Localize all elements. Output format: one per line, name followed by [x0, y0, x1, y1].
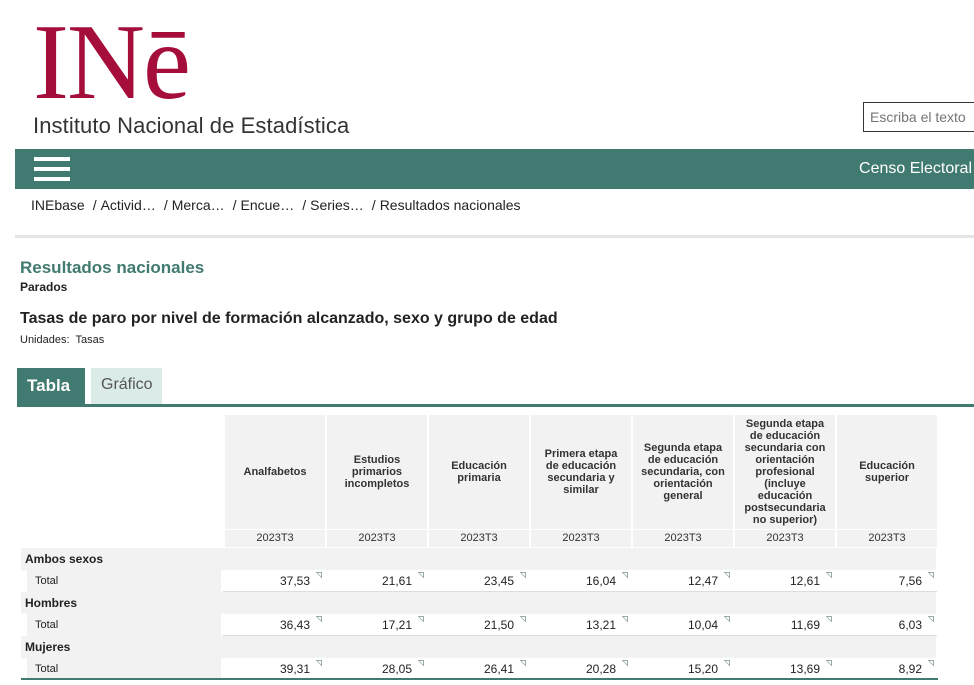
- cell-value: 17,21: [381, 618, 412, 632]
- cell-note-icon: [622, 572, 628, 578]
- group-header: Hombres: [21, 592, 936, 614]
- cell-value: 21,61: [381, 574, 412, 588]
- breadcrumb-inebase[interactable]: INEbase: [31, 197, 85, 213]
- tab-underline: [17, 404, 974, 407]
- cell-value: 12,61: [789, 574, 820, 588]
- table-cell[interactable]: [325, 658, 427, 680]
- cell-value: 26,41: [483, 662, 514, 676]
- column-header: Segunda etapa de educación secundaria con orientación profesional (incluye educación postsecundaria no superior): [735, 415, 835, 529]
- breadcrumb-current: Resultados nacionales: [379, 197, 521, 213]
- cell-value: 28,05: [381, 662, 412, 676]
- cell-value: 10,04: [687, 618, 718, 632]
- table-cell[interactable]: [835, 570, 937, 592]
- table-bottom-rule: [21, 678, 938, 680]
- row-label: Total: [27, 658, 221, 680]
- cell-value: 21,50: [483, 618, 514, 632]
- breadcrumb-mercado[interactable]: Merca…: [171, 197, 225, 213]
- cell-value: 20,28: [585, 662, 616, 676]
- cell-value: 11,69: [790, 618, 820, 632]
- hamburger-icon[interactable]: [34, 157, 70, 181]
- column-header: Primera etapa de educación secundaria y similar: [531, 415, 631, 529]
- cell-value: 13,69: [789, 662, 820, 676]
- cell-value: 37,53: [279, 574, 310, 588]
- table-cell[interactable]: [223, 614, 325, 636]
- cell-note-icon: [724, 616, 730, 622]
- period-header: 2023T3: [225, 529, 325, 547]
- cell-note-icon: [826, 572, 832, 578]
- table-cell[interactable]: [325, 570, 427, 592]
- census-electoral-link[interactable]: Censo Electoral: [859, 160, 972, 177]
- cell-value: 8,92: [898, 662, 922, 676]
- cell-value: 6,03: [898, 618, 922, 632]
- tab-grafico[interactable]: Gráfico: [91, 368, 162, 404]
- cell-note-icon: [724, 572, 730, 578]
- column-header: Estudios primarios incompletos: [327, 415, 427, 529]
- table-cell[interactable]: [325, 614, 427, 636]
- column-header: Analfabetos: [225, 415, 325, 529]
- table-cell[interactable]: [835, 658, 937, 680]
- cell-note-icon: [520, 660, 526, 666]
- cell-note-icon: [928, 572, 934, 578]
- period-header: 2023T3: [429, 529, 529, 547]
- table-cell[interactable]: [223, 570, 325, 592]
- group-header: Ambos sexos: [21, 548, 936, 570]
- search-input[interactable]: [863, 102, 974, 132]
- cell-note-icon: [724, 660, 730, 666]
- subsection-title: Parados: [20, 280, 68, 294]
- table-cell[interactable]: [733, 658, 835, 680]
- cell-note-icon: [418, 616, 424, 622]
- table-cell[interactable]: [733, 614, 835, 636]
- breadcrumb-actividad[interactable]: Activid…: [100, 197, 156, 213]
- table-cell[interactable]: [733, 570, 835, 592]
- divider: [15, 235, 974, 238]
- column-header: Educación superior: [837, 415, 937, 529]
- cell-note-icon: [418, 660, 424, 666]
- main-navbar: [15, 149, 974, 189]
- table-cell[interactable]: [223, 658, 325, 680]
- table-title: Tasas de paro por nivel de formación alcanzado, sexo y grupo de edad: [20, 310, 558, 327]
- period-header: 2023T3: [531, 529, 631, 547]
- cell-value: 23,45: [483, 574, 514, 588]
- units-value: Tasas: [75, 334, 105, 346]
- breadcrumb: INEbase / Activid… / Merca… / Encue… / Series… / Resultados nacionales: [31, 197, 521, 213]
- cell-value: 39,31: [279, 662, 310, 676]
- breadcrumb-series[interactable]: Series…: [310, 197, 364, 213]
- period-header: 2023T3: [327, 529, 427, 547]
- cell-value: 12,47: [687, 574, 718, 588]
- table-cell[interactable]: [631, 570, 733, 592]
- cell-note-icon: [520, 616, 526, 622]
- table-cell[interactable]: [529, 614, 631, 636]
- cell-value: 13,21: [585, 618, 616, 632]
- institute-name: Instituto Nacional de Estadística: [33, 113, 350, 138]
- table-cell[interactable]: [529, 658, 631, 680]
- table-cell[interactable]: [427, 614, 529, 636]
- cell-note-icon: [928, 660, 934, 666]
- table-cell[interactable]: [631, 614, 733, 636]
- period-header: 2023T3: [837, 529, 937, 547]
- row-label: Total: [27, 570, 221, 592]
- cell-value: 15,20: [687, 662, 718, 676]
- cell-note-icon: [520, 572, 526, 578]
- cell-note-icon: [826, 660, 832, 666]
- cell-note-icon: [622, 616, 628, 622]
- cell-note-icon: [316, 572, 322, 578]
- column-header: Educación primaria: [429, 415, 529, 529]
- cell-value: 36,43: [279, 618, 310, 632]
- group-header: Mujeres: [21, 636, 936, 658]
- table-cell[interactable]: [631, 658, 733, 680]
- cell-note-icon: [316, 616, 322, 622]
- period-header: 2023T3: [735, 529, 835, 547]
- table-cell[interactable]: [427, 570, 529, 592]
- units: [20, 334, 104, 346]
- ine-logo[interactable]: INē: [33, 3, 189, 122]
- section-title: Resultados nacionales: [20, 258, 205, 277]
- cell-note-icon: [316, 660, 322, 666]
- period-header: 2023T3: [633, 529, 733, 547]
- row-label: Total: [27, 614, 221, 636]
- table-cell[interactable]: [427, 658, 529, 680]
- cell-value: 7,56: [898, 574, 922, 588]
- cell-note-icon: [826, 616, 832, 622]
- cell-note-icon: [622, 660, 628, 666]
- units-label: Unidades:: [20, 334, 70, 346]
- tab-tabla[interactable]: Tabla: [17, 368, 85, 404]
- breadcrumb-encuesta[interactable]: Encue…: [240, 197, 295, 213]
- cell-value: 16,04: [585, 574, 616, 588]
- cell-note-icon: [418, 572, 424, 578]
- column-header: Segunda etapa de educación secundaria, con orientación general: [633, 415, 733, 529]
- table-cell[interactable]: [529, 570, 631, 592]
- cell-note-icon: [928, 616, 934, 622]
- table-cell[interactable]: [835, 614, 937, 636]
